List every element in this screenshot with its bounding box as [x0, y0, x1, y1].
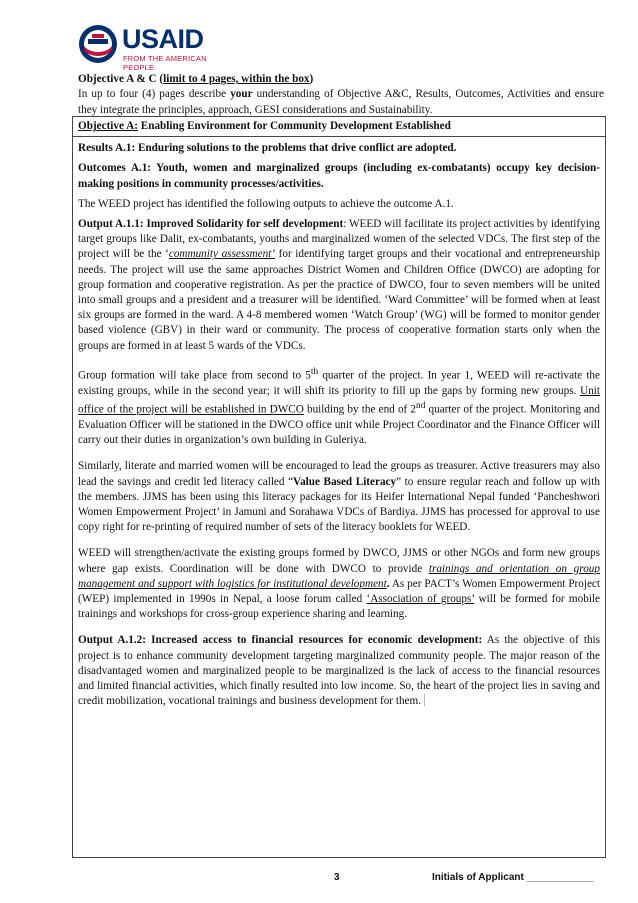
logo-wordmark: USAID — [122, 24, 204, 54]
content-box — [72, 116, 606, 858]
usaid-seal-icon — [78, 24, 118, 64]
objective-a-title: Objective A: Enabling Environment for Community Development Established — [73, 118, 605, 137]
usaid-logo — [78, 22, 238, 72]
objective-description: In up to four (4) pages describe your understanding of Objective A&C, Results, Outcomes, Activities and ensure they integrate the principles, approach, GESI considerations and Sustainability. — [78, 88, 605, 116]
initials-of-applicant: Initials of Applicant ____________ — [432, 872, 594, 883]
output-a11-paragraph: Output A.1.1: Improved Solidarity for self development: WEED will facilitate its project activities by identifying target groups like Dalit, ex-combatants, youths and marginalized women of the selected VDCs. The first step of the project will be the ‘community assessment’ for identifying target groups and their vocational and entrepreneurship needs. The project will use the same approaches District Women and Children Office (DWCO) are adopting for group formation and cooperative registration. As per the practice of DWCO, four to seven members will be united into small groups and a president and a treasurer will be identified. ‘Ward Committee’ will be formed when at least six groups are formed in the ward. A 4-8 membered women ‘Watch Group’ (WG) will be formed to monitor gender based violence (GBV) in their ward or community. The process of cooperative formation starts only when the groups are formed in at least 5 wards of the VDCs. — [78, 218, 601, 352]
results-heading: Results A.1: Enduring solutions to the problems that drive conflict are adopted. — [78, 142, 457, 155]
outcomes-heading: Outcomes A.1: Youth, women and marginalized groups (including ex-combatants) occupy key decision-making positions in community processes/activities. — [78, 162, 600, 190]
output-a12-paragraph: Output A.1.2: Increased access to financial resources for economic development: As the objective of this project is to enhance community development targeting marginalized community people. The major reason of the disadvantaged women and marginalized people to be marginalized is the lack of access to the financial resources and limited financial activities, which finally resulted into low income. So, the heart of the project lies in saving and credit mobilization, vocational trainings and business development for them. — [78, 634, 601, 708]
text-cursor — [424, 694, 425, 706]
logo-tagline: FROM THE AMERICAN PEOPLE — [123, 54, 207, 72]
intro-paragraph: The WEED project has identified the following outputs to achieve the outcome A.1. — [78, 197, 454, 210]
strengthen-groups-paragraph: WEED will strengthen/activate the existing groups formed by DWCO, JJMS or other NGOs and form new groups where gap exists. Coordination will be done with DWCO to provide trainings and orientation on group management and support with logistics for institutional development. As per PACT’s Women Empowerment Project (WEP) implemented in 1990s in Nepal, a loose forum called ‘Association of groups’ will be formed for mobile trainings and workshops for cross-group experience sharing and learning. — [78, 547, 601, 621]
objective-heading: Objective A & C (limit to 4 pages, within the box) — [78, 73, 314, 85]
literacy-paragraph: Similarly, literate and married women will be encouraged to lead the groups as treasurer. Active treasurers may also lead the savings and credit led literacy called “Value Based Literacy” to ensure regular reach and follow up with the members. JJMS has been using this literacy packages for its Heifer International Nepal funded ‘Pancheshwori Women Empowerment Project’ in Jamuni and Sorahawa VDCs of Bardiya. JJMS has processed for approval to use copy right for re-printing of required number of sets of the literacy booklets for WEED. — [78, 460, 600, 534]
page-number: 3 — [334, 872, 340, 883]
group-formation-paragraph: Group formation will take place from second to 5th quarter of the project. In year 1, WEED will re-activate the existing groups, while in the second year; it will shift its priority to fill up the gaps by forming new groups. Unit office of the project will be established in DWCO building by the end of 2nd quarter of the project. Monitoring and Evaluation Officer will be stationed in the DWCO office unit while Project Coordinator and the Finance Officer will carry out their duties in organization’s own building in Guleriya. — [78, 366, 600, 447]
objective-instructions — [78, 72, 604, 118]
